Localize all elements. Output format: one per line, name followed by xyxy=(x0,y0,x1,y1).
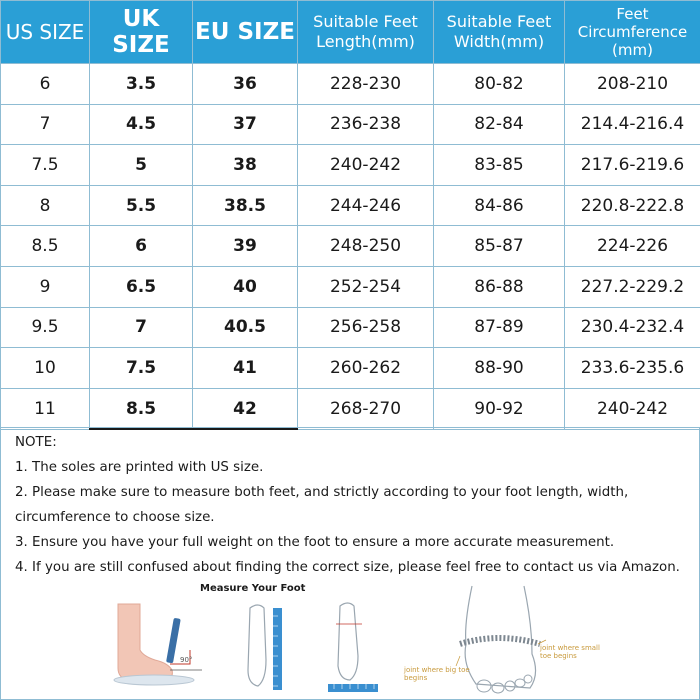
uk-size-cell: 8.5 xyxy=(90,388,193,429)
big-toe-pointer xyxy=(456,656,460,666)
feet-length-cell: 248-250 xyxy=(298,226,434,267)
feet-length-cell: 244-246 xyxy=(298,185,434,226)
footprint-outline-2 xyxy=(338,603,358,680)
angle-label: 90° xyxy=(180,656,193,664)
feet-width-cell: 80-82 xyxy=(434,64,565,105)
note-4: 4. If you are still confused about finding the correct size, please feel free to contact us via Amazon. xyxy=(15,560,680,575)
us-size-cell: 8 xyxy=(1,185,90,226)
uk-size-cell: 6.5 xyxy=(90,266,193,307)
width-ruler xyxy=(328,684,378,692)
uk-size-cell: 3.5 xyxy=(90,64,193,105)
uk-size-cell: 5.5 xyxy=(90,185,193,226)
feet-width-cell: 88-90 xyxy=(434,348,565,389)
feet-circumference-cell: 227.2-229.2 xyxy=(565,266,700,307)
foot-circumference-illustration xyxy=(400,584,600,698)
feet-width-cell: 86-88 xyxy=(434,266,565,307)
feet-width-cell: 83-85 xyxy=(434,145,565,186)
feet-length-cell: 252-254 xyxy=(298,266,434,307)
feet-length-cell: 256-258 xyxy=(298,307,434,348)
toes xyxy=(477,675,532,693)
us-size-cell: 7 xyxy=(1,104,90,145)
note-1: 1. The soles are printed with US size. xyxy=(15,460,264,475)
us-size-cell: 7.5 xyxy=(1,145,90,186)
big-toe-label-line2: begins xyxy=(404,674,428,682)
header-feet-circumference xyxy=(565,1,700,64)
eu-size-cell: 39 xyxy=(193,226,298,267)
us-size-cell: 9 xyxy=(1,266,90,307)
feet-circumference-cell: 224-226 xyxy=(565,226,700,267)
feet-length-cell: 268-270 xyxy=(298,388,434,429)
us-size-cell: 9.5 xyxy=(1,307,90,348)
eu-size-cell: 38.5 xyxy=(193,185,298,226)
eu-size-cell: 36 xyxy=(193,64,298,105)
small-toe-label-line2: toe begins xyxy=(540,652,577,660)
notes-heading: NOTE: xyxy=(15,435,57,450)
table-row xyxy=(1,226,700,267)
feet-length-cell: 260-262 xyxy=(298,348,434,389)
small-toe-label-line1: joint where small xyxy=(540,644,600,652)
table-row xyxy=(1,266,700,307)
header-feet-length xyxy=(298,1,434,64)
measuring-tape xyxy=(460,638,540,644)
header-row xyxy=(1,1,700,64)
us-size-cell: 6 xyxy=(1,64,90,105)
length-ruler xyxy=(273,608,282,690)
note-3: 3. Ensure you have your full weight on the foot to ensure a more accurate measurement. xyxy=(15,535,615,550)
feet-circumference-cell: 233.6-235.6 xyxy=(565,348,700,389)
table-row xyxy=(1,388,700,429)
uk-size-cell: 6 xyxy=(90,226,193,267)
footprint-width-illustration xyxy=(322,600,382,698)
header-feet-width xyxy=(434,1,565,64)
feet-circumference-cell: 240-242 xyxy=(565,388,700,429)
feet-length-cell: 228-230 xyxy=(298,64,434,105)
eu-size-cell: 38 xyxy=(193,145,298,186)
feet-width-cell: 87-89 xyxy=(434,307,565,348)
table-row xyxy=(1,348,700,389)
feet-width-cell: 82-84 xyxy=(434,104,565,145)
header-feet-length-line1: Suitable Feet xyxy=(313,12,418,31)
note-2: 2. Please make sure to measure both feet, and strictly according to your foot length, width, xyxy=(15,485,629,500)
note-2-continued: circumference to choose size. xyxy=(15,510,215,525)
feet-circumference-cell: 230.4-232.4 xyxy=(565,307,700,348)
foot-side-illustration xyxy=(110,598,205,698)
header-eu-size: EU SIZE xyxy=(193,1,298,64)
table-row xyxy=(1,104,700,145)
table-row xyxy=(1,185,700,226)
header-circ-line1: Feet xyxy=(616,5,649,23)
eu-size-cell: 41 xyxy=(193,348,298,389)
uk-size-cell: 7 xyxy=(90,307,193,348)
us-size-cell: 11 xyxy=(1,388,90,429)
header-circ-line3: (mm) xyxy=(612,41,653,59)
table-row xyxy=(1,307,700,348)
uk-size-cell: 7.5 xyxy=(90,348,193,389)
footprint-length-illustration xyxy=(240,600,290,698)
table-row xyxy=(1,145,700,186)
size-table-body xyxy=(1,64,700,430)
us-size-cell: 8.5 xyxy=(1,226,90,267)
eu-size-cell: 42 xyxy=(193,388,298,429)
feet-circumference-cell: 208-210 xyxy=(565,64,700,105)
feet-length-cell: 240-242 xyxy=(298,145,434,186)
floor-shadow xyxy=(114,675,194,685)
header-circ-line2: Circumference xyxy=(577,23,688,41)
measure-your-foot-title: Measure Your Foot xyxy=(200,583,306,594)
us-size-cell: 10 xyxy=(1,348,90,389)
uk-size-cell: 4.5 xyxy=(90,104,193,145)
feet-width-cell: 90-92 xyxy=(434,388,565,429)
feet-length-cell: 236-238 xyxy=(298,104,434,145)
pen-icon xyxy=(166,618,181,664)
feet-circumference-cell: 214.4-216.4 xyxy=(565,104,700,145)
feet-width-cell: 85-87 xyxy=(434,226,565,267)
header-feet-length-line2: Length(mm) xyxy=(316,32,415,51)
foot-shape xyxy=(118,604,172,680)
big-toe-label-line1: joint where big toe xyxy=(404,666,470,674)
feet-circumference-cell: 220.8-222.8 xyxy=(565,185,700,226)
feet-width-cell: 84-86 xyxy=(434,185,565,226)
eu-size-cell: 40 xyxy=(193,266,298,307)
uk-size-cell: 5 xyxy=(90,145,193,186)
feet-circumference-cell: 217.6-219.6 xyxy=(565,145,700,186)
header-us-size: US SIZE xyxy=(1,1,90,64)
header-uk-size: UK SIZE xyxy=(90,1,193,64)
table-row xyxy=(1,64,700,105)
header-feet-width-line2: Width(mm) xyxy=(453,32,545,51)
footprint-outline xyxy=(248,605,266,686)
eu-size-cell: 37 xyxy=(193,104,298,145)
header-feet-width-line1: Suitable Feet xyxy=(446,12,552,31)
eu-size-cell: 40.5 xyxy=(193,307,298,348)
